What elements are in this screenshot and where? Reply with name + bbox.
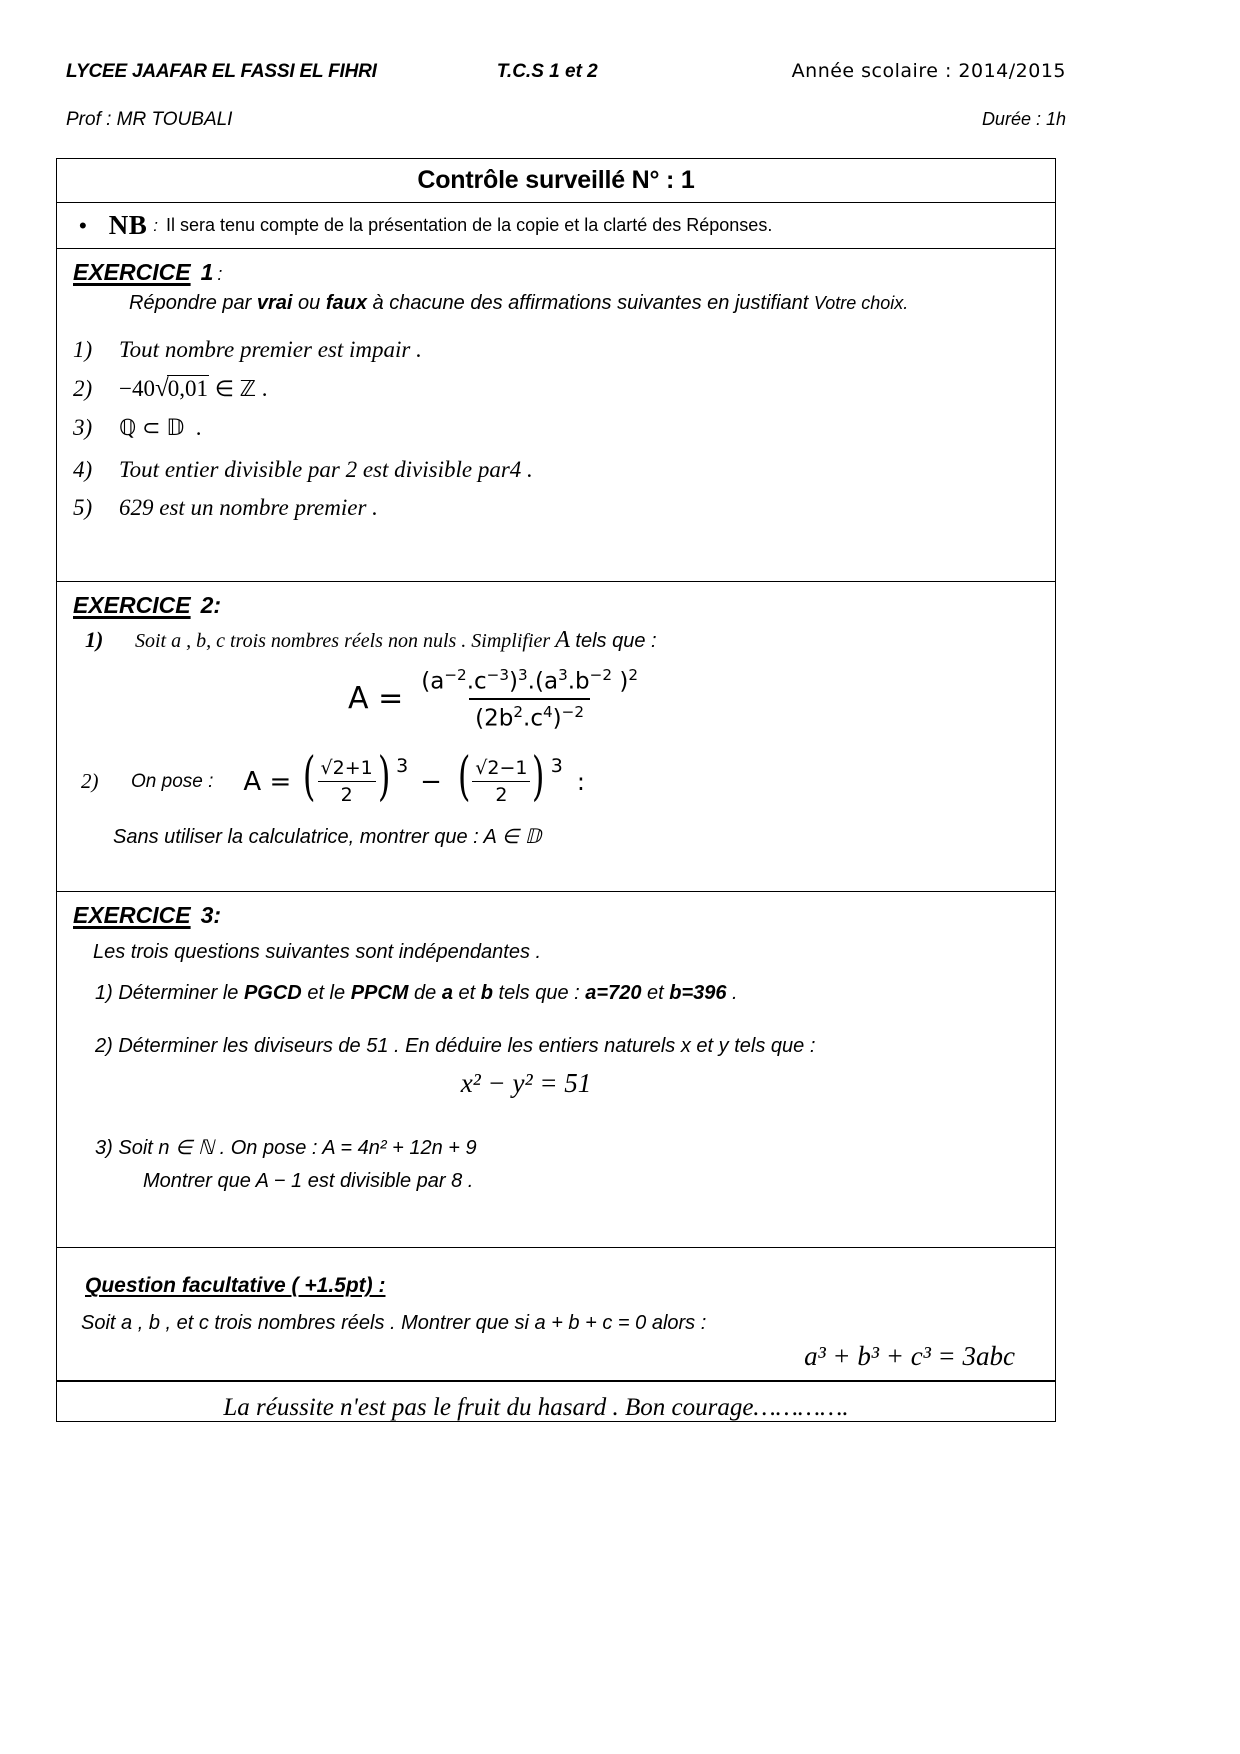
exponent: 3 (396, 755, 409, 778)
question-text: Déterminer les diviseurs de 51 . En déduire les entiers naturels x et y tels que : (118, 1035, 816, 1058)
instr-part-3: à chacune des affirmations suivantes en justifiant (366, 292, 814, 314)
question-marker: 3) (73, 415, 93, 440)
fraction-denominator: 2 (318, 781, 376, 806)
right-paren-icon: ) (532, 747, 545, 808)
var-a: a (441, 982, 453, 1005)
fraction-denominator: 2 (472, 781, 530, 806)
bullet-icon: • (79, 212, 87, 238)
set-symbol: ℤ (239, 377, 257, 402)
exercise-2-question-1 (85, 627, 1039, 654)
school-name: LYCEE JAAFAR EL FASSI EL FIHRI (66, 61, 377, 82)
facultative-statement: Soit a , b , et c trois nombres réels . Montrer que si a + b + c = 0 alors : (81, 1312, 707, 1335)
footer-band (57, 1381, 1055, 1422)
page-title: Contrôle surveillé N° : 1 (417, 166, 695, 194)
exercise-3-followup: Montrer que A − 1 est divisible par 8 . (143, 1170, 474, 1193)
list-item (73, 375, 1039, 403)
fraction (415, 666, 644, 731)
q1-part-7: . (726, 982, 738, 1005)
question-text: Soit n ∈ ℕ . On pose : A = 4n² + 12n + 9 (118, 1137, 477, 1160)
exercise-1-number: 1 (200, 259, 214, 285)
q1-part-4: et (452, 982, 481, 1005)
school-year: Année scolaire : 2014/2015 (791, 60, 1066, 82)
facultative-equation: a³ + b³ + c³ = 3abc (804, 1341, 1015, 1372)
left-paren-icon: ( (457, 747, 471, 808)
page-header (66, 60, 1066, 131)
q1-part-3: de (408, 982, 442, 1005)
fraction-denominator: $(2b^2.c^4)^{-2}$ (469, 698, 590, 732)
set-q-symbol: ℚ (119, 416, 137, 441)
question-marker: 5) (73, 495, 93, 520)
facultative-band (57, 1248, 1055, 1381)
question-text: 629 est un nombre premier . (119, 495, 378, 520)
radicand: 0,01 (167, 376, 208, 401)
exercise-2-word: EXERCICE (73, 592, 191, 618)
exercise-2-followup: Sans utiliser la calculatrice, montrer que : A ∈ 𝔻 (113, 826, 542, 849)
set-d-symbol: 𝔻 (166, 416, 185, 441)
q1-part-1: Déterminer le (118, 982, 244, 1005)
value-b: b=396 (669, 982, 727, 1005)
exercise-1-word: EXERCICE (73, 259, 191, 285)
expression-equals: = (269, 766, 292, 797)
exercise-3-equation-2: x² − y² = 51 (460, 1068, 592, 1099)
question-marker: 3) (95, 1137, 113, 1160)
list-item (73, 415, 1039, 441)
instr-part-1: Répondre par (129, 292, 257, 314)
exercise-1-band (57, 249, 1055, 582)
instr-vrai: vrai (256, 292, 293, 314)
fraction (472, 757, 530, 806)
exercise-3-heading (73, 902, 1039, 929)
exercise-3-question-1 (95, 982, 1039, 1005)
question-marker: 2) (73, 376, 93, 401)
formula-equals: = (378, 681, 404, 717)
facultative-title: Question facultative ( +1.5pt) : (85, 1274, 386, 1298)
formula-lhs-symbol: A (348, 681, 369, 717)
exercise-1-colon: : (217, 264, 223, 284)
fraction-numerator: √2+1 (320, 757, 373, 780)
fraction-numerator: $(a^{-2}.c^{-3})^3.(a^3.b^{-2}$ )$^2$ (421, 666, 638, 695)
instr-part-4: Votre choix. (813, 293, 909, 313)
radical-icon: √ (154, 375, 169, 402)
exercise-2-question-2 (81, 747, 1039, 808)
title-band (57, 159, 1055, 203)
question-text (119, 415, 202, 441)
nb-colon: : (153, 215, 158, 235)
formula-lhs (348, 681, 403, 716)
header-row-bottom (66, 109, 1066, 131)
instr-faux: faux (325, 292, 367, 314)
subset-symbol: ⊂ (142, 416, 161, 441)
exponent: 3 (550, 755, 563, 778)
exercise-2-formula (73, 666, 919, 731)
exercise-1-question-list (73, 337, 1039, 521)
list-item (73, 495, 1039, 521)
header-row-top (66, 60, 1066, 83)
exam-duration: Durée : 1h (981, 109, 1066, 129)
exercise-1-heading (73, 259, 1039, 286)
question-text: Tout entier divisible par 2 est divisible par4 . (119, 457, 533, 482)
period: . (261, 376, 268, 401)
term-2 (454, 747, 563, 808)
exercise-2-heading (73, 592, 1039, 619)
sqrt-expression (155, 375, 209, 403)
professor-name: Prof : MR TOUBALI (66, 109, 233, 130)
var-b: b (480, 982, 493, 1005)
nb-band (57, 203, 1055, 249)
exam-frame (56, 158, 1056, 1422)
pgcd-label: PGCD (243, 982, 302, 1005)
expression-lhs (243, 767, 291, 797)
expression-symbol: A (555, 627, 570, 653)
question-text (119, 375, 268, 403)
coefficient: −40 (119, 376, 155, 401)
nb-text: Il sera tenu compte de la présentation de la copie et la clarté des Réponses. (165, 215, 773, 235)
exercise-3-question-2 (95, 1035, 1039, 1058)
question-marker: 1) (95, 982, 113, 1005)
period: . (195, 415, 202, 440)
left-paren-icon: ( (303, 747, 316, 808)
q1-part-2: et le (301, 982, 351, 1005)
ppcm-label: PPCM (350, 982, 409, 1005)
question-marker: 1) (73, 337, 93, 362)
minus-operator: − (420, 766, 442, 797)
exercise-3-intro: Les trois questions suivantes sont indépendantes . (93, 941, 542, 964)
exercise-3-question-3 (95, 1135, 1039, 1160)
question-text: Tout nombre premier est impair . (119, 337, 422, 362)
on-pose-label: On pose : (131, 770, 214, 792)
question-marker: 1) (85, 627, 104, 652)
question-marker: 4) (73, 457, 93, 482)
list-item (73, 337, 1039, 363)
question-marker: 2) (95, 1035, 113, 1058)
motivational-quote: La réussite n'est pas le fruit du hasard . Bon courage…………. (223, 1394, 849, 1422)
exercise-2-band (57, 582, 1055, 892)
list-item (73, 457, 1039, 483)
exercise-1-instruction (129, 292, 1039, 315)
expression-lhs-symbol: A (243, 766, 262, 797)
exercise-2-number: 2: (200, 592, 222, 618)
question-text-after: tels que : (569, 630, 657, 652)
nb-label: NB (108, 210, 148, 240)
fraction-numerator: √2−1 (475, 757, 528, 780)
question-text-before: Soit a , b, c trois nombres réels non nuls . Simplifier (135, 630, 556, 652)
exercise-3-number: 3: (200, 902, 222, 929)
q1-part-5: tels que : (492, 982, 586, 1005)
q1-part-6: et (641, 982, 670, 1005)
fraction (318, 757, 376, 806)
membership-symbol: ∈ (214, 377, 234, 402)
question-text (135, 627, 657, 654)
exercise-3-band (57, 892, 1055, 1248)
instr-part-2: ou (292, 292, 326, 314)
value-a: a=720 (585, 982, 642, 1005)
exercise-3-word: EXERCICE (73, 902, 191, 929)
right-paren-icon: ) (377, 747, 391, 808)
term-1 (299, 747, 409, 808)
class-label: T.C.S 1 et 2 (496, 61, 598, 82)
trailing-colon: : (576, 767, 585, 796)
question-marker: 2) (81, 769, 99, 794)
